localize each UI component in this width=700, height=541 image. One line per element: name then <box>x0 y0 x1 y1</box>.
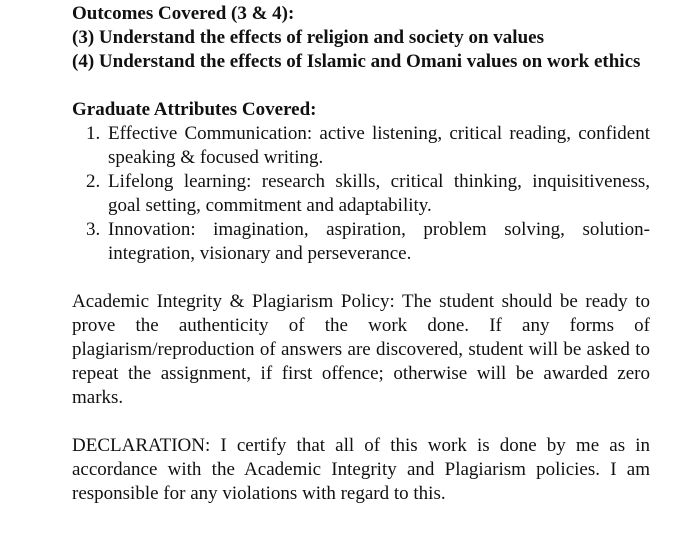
graduate-attributes-section <box>72 98 650 266</box>
graduate-attributes-list <box>72 122 650 266</box>
outcomes-section <box>72 2 650 74</box>
plagiarism-policy-paragraph: Academic Integrity & Plagiarism Policy: The student should be ready to prove the authenticity of the work done. If any forms of plagiarism/reproduction of answers are discovered, student will be asked to repeat the assignment, if first offence; otherwise will be awarded zero marks. <box>72 291 650 408</box>
declaration-paragraph: DECLARATION: I certify that all of this work is done by me as in accordance with the Academic Integrity and Plagiarism policies. I am responsible for any violations with regard to this. <box>72 435 650 504</box>
outcomes-heading: Outcomes Covered (3 & 4): <box>72 3 295 24</box>
list-item <box>72 218 650 266</box>
list-item-number: 1. <box>86 123 101 144</box>
list-item-number: 3. <box>86 219 101 240</box>
list-item <box>72 170 650 218</box>
list-item-number: 2. <box>86 171 101 192</box>
list-item-text: Lifelong learning: research skills, critical thinking, inquisitiveness, goal setting, commitment and adaptability. <box>108 171 650 216</box>
list-item <box>72 122 650 170</box>
outcome-item-4: (4) Understand the effects of Islamic and Omani values on work ethics <box>72 51 641 72</box>
document-page <box>72 0 650 506</box>
list-item-text: Innovation: imagination, aspiration, problem solving, solution-integration, visionary and perseverance. <box>108 219 650 264</box>
graduate-attributes-heading: Graduate Attributes Covered: <box>72 99 317 120</box>
list-item-text: Effective Communication: active listening, critical reading, confident speaking & focused writing. <box>108 123 650 168</box>
outcome-item-3: (3) Understand the effects of religion and society on values <box>72 27 544 48</box>
